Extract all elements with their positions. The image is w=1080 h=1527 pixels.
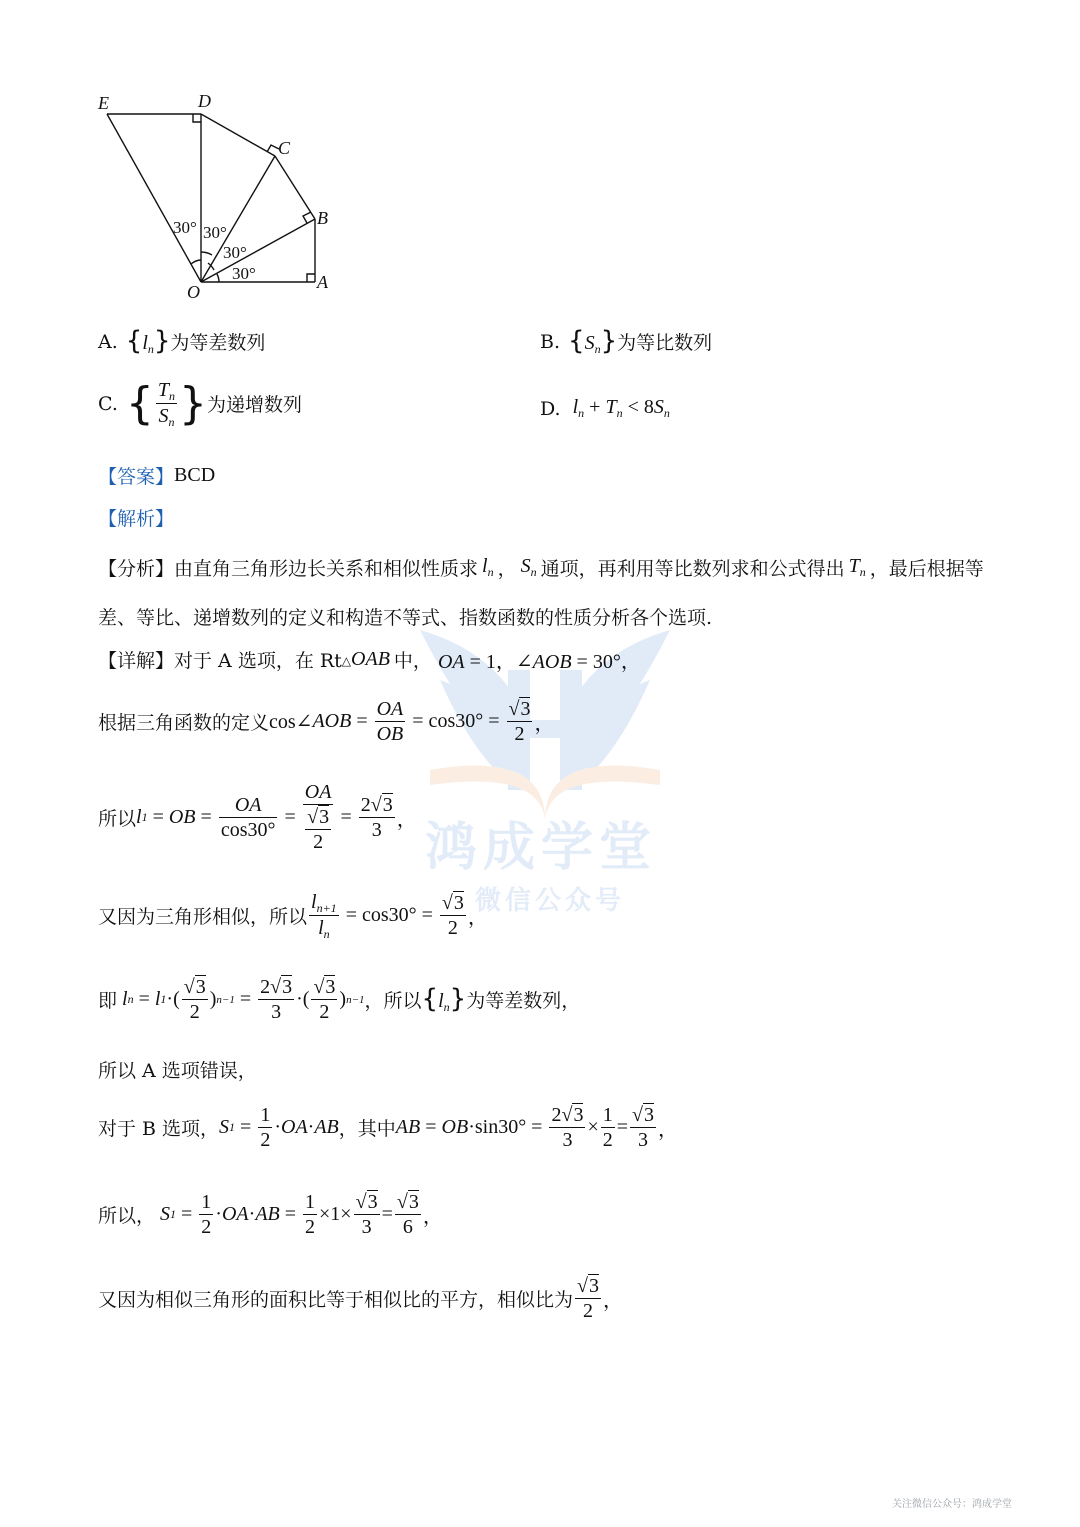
xiangjie-l1-a: 对于 A 选项，在 Rt bbox=[174, 650, 342, 672]
segment-CB bbox=[275, 156, 315, 219]
xiangjie-line-2: 根据三角函数的定义 cos∠ AOB = $\frac{OA}{OB}$ = cos30° = $\frac{√3}{2}$ ， bbox=[98, 698, 555, 745]
fenxi-text-a: 由直角三角形边长关系和相似性质求 bbox=[174, 558, 479, 580]
point-label-C: C bbox=[278, 138, 291, 158]
right-angle-A bbox=[307, 274, 315, 282]
fenxi-text-line2: 差、等比、递增数列的定义和构造不等式、指数函数的性质分析各个选项. bbox=[98, 607, 713, 629]
xiangjie-l9: 又因为相似三角形的面积比等于相似比的平方，相似比为 bbox=[98, 1289, 574, 1311]
analysis-tag: 【解析】 bbox=[98, 508, 175, 530]
watermark-title: 鸿成学堂 bbox=[425, 818, 658, 878]
angle-label-COB: 30° bbox=[223, 243, 247, 262]
fenxi-line-2 bbox=[98, 603, 712, 630]
xiangjie-l7-a: 对于 B 选项， bbox=[98, 1118, 220, 1140]
xiangjie-line-7: 对于 B 选项， S 1 = $\frac{1}{2}$ · OA · AB ，其中 AB = OB ·sin30° = $\frac{2√3}{3}$ × $\frac{1}{2}$ = $\frac{√3}{3}$ ， bbox=[98, 1104, 678, 1151]
right-angle-D bbox=[193, 114, 201, 122]
option-d-label: D. bbox=[540, 397, 561, 420]
option-a-text: 为等差数列 bbox=[170, 332, 266, 354]
xiangjie-l5-c: 为等差数列， bbox=[466, 990, 581, 1012]
watermark-subtitle: 微信公众号 bbox=[475, 886, 626, 916]
option-d bbox=[540, 396, 670, 421]
option-a-formula: $\{l_n\}$ bbox=[125, 326, 171, 356]
fenxi-text-b: ， bbox=[497, 558, 517, 580]
angle-label-EOD: 30° bbox=[173, 218, 197, 237]
fenxi-text-d: ，最后根据等 bbox=[869, 558, 984, 580]
angle-arc-4 bbox=[217, 274, 219, 282]
footer-text: 关注微信公众号：鸿成学堂 bbox=[892, 1499, 1012, 1510]
xiangjie-l1-b: 中， bbox=[393, 650, 432, 672]
option-b bbox=[540, 326, 712, 357]
option-c-text: 为递增数列 bbox=[207, 394, 303, 417]
geometry-figure bbox=[95, 88, 345, 308]
option-c-formula: { $\frac{T_n}{S_n}$ } bbox=[125, 378, 208, 430]
angle-arc-1 bbox=[191, 260, 201, 264]
option-d-formula: $l_n + T_n < 8S_n$ bbox=[572, 396, 670, 420]
xiangjie-line-4: 又因为三角形相似，所以 $\frac{l_{n+1}}{l_n}$ = cos30° = $\frac{√3}{2}$ ， bbox=[98, 891, 488, 942]
answer-value: BCD bbox=[174, 464, 216, 486]
option-a bbox=[98, 326, 265, 357]
xiangjie-line-1: 【详解】 对于 A 选项，在 Rt △OAB 中， OA = 1，∠AOB = 30°， bbox=[98, 648, 641, 673]
option-b-formula: $\{S_n\}$ bbox=[568, 326, 618, 356]
point-label-E: E bbox=[98, 93, 109, 113]
point-label-A: A bbox=[317, 272, 328, 292]
xiangjie-l5-a: 即 bbox=[98, 990, 118, 1012]
option-b-text: 为等比数列 bbox=[617, 332, 713, 354]
segment-DC bbox=[201, 114, 275, 156]
xiangjie-line-5: 即 l n = l 1 ·( $\frac{√3}{2}$ ) n−1 = $\frac{2√3}{3}$ ·( $\frac{√3}{2}$ ) n−1 ，所以 $\{l_n\}$ 为等差数列， bbox=[98, 976, 581, 1023]
fenxi-tag: 【分析】 bbox=[98, 558, 175, 580]
fenxi-text-c: 通项，再利用等比数列求和公式得出 bbox=[540, 558, 845, 580]
analysis-line bbox=[98, 504, 174, 531]
point-label-O: O bbox=[187, 282, 200, 302]
fenxi-line-1: 【分析】 由直角三角形边长关系和相似性质求 $l_n$ ， $S_n$ 通项，再利用等比数列求和公式得出 $T_n$ ，最后根据等 bbox=[98, 555, 984, 580]
option-c bbox=[98, 378, 302, 430]
answer-line bbox=[98, 462, 215, 489]
xiangjie-l8-a: 所以， bbox=[98, 1205, 156, 1227]
xiangjie-l6: 所以 A 选项错误， bbox=[98, 1060, 257, 1082]
xiangjie-line-3: 所以 l 1 = OB = $\frac{OA}{\cos 30^\circ}$ = $\frac{OA}{\frac{√3}{2}}$ = $\frac{2√3}{3}$ ， bbox=[98, 781, 417, 853]
xiangjie-l5-b: ，所以 bbox=[364, 990, 422, 1012]
xiangjie-l7-b: ，其中 bbox=[338, 1118, 396, 1140]
xiangjie-line-9: 又因为相似三角形的面积比等于相似比的平方，相似比为 $\frac{√3}{2}$ ， bbox=[98, 1275, 623, 1322]
xiangjie-line-6 bbox=[98, 1056, 257, 1083]
xiangjie-line-8: 所以， S 1 = $\frac{1}{2}$ · OA · AB = $\frac{1}{2}$ ×1× $\frac{√3}{3}$ = $\frac{√3}{6}$ ， bbox=[98, 1191, 443, 1238]
angle-label-DOC: 30° bbox=[203, 223, 227, 242]
xiangjie-l4-a: 又因为三角形相似，所以 bbox=[98, 906, 308, 929]
point-label-B: B bbox=[317, 208, 328, 228]
option-b-label: B. bbox=[540, 330, 561, 353]
angle-arc-2 bbox=[201, 252, 212, 255]
xiangjie-l3-a: 所以 bbox=[98, 807, 137, 830]
xiangjie-tag: 【详解】 bbox=[98, 650, 175, 672]
option-a-label: A. bbox=[98, 330, 118, 353]
answer-tag: 【答案】 bbox=[98, 466, 175, 488]
option-c-label: C. bbox=[98, 392, 118, 415]
angle-label-BOA: 30° bbox=[232, 264, 256, 283]
point-label-D: D bbox=[198, 91, 211, 111]
segment-EO bbox=[107, 114, 201, 282]
xiangjie-l2-a: 根据三角函数的定义 bbox=[98, 712, 270, 734]
